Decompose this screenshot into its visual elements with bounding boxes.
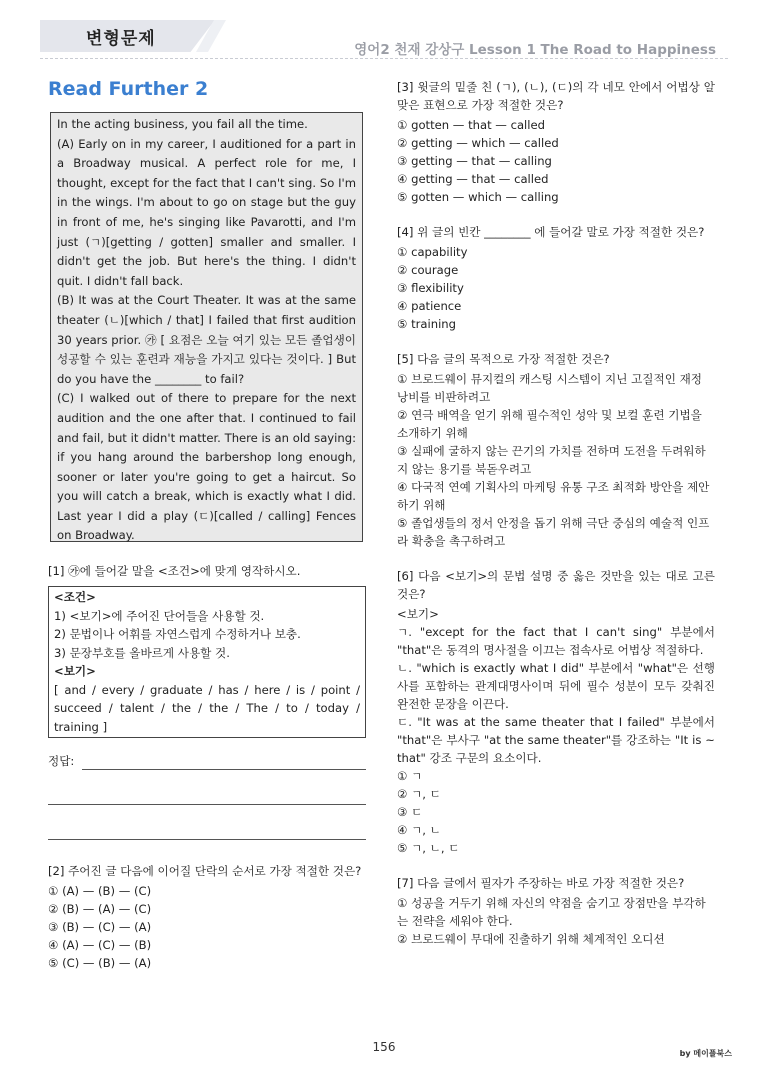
condition-item: 1) <보기>에 주어진 단어들을 사용할 것. [54, 608, 265, 623]
question-6-prompt: [6] 다음 <보기>의 문법 설명 중 옳은 것만을 있는 대로 고른 것은? [397, 569, 715, 601]
option-item[interactable]: ③ 실패에 굴하지 않는 끈기의 가치를 전하며 도전을 두려워하지 않는 용기를 북돋우려고 [397, 444, 706, 476]
passage-paragraph-b: (B) It was at the Court Theater. It was at the same theater (ㄴ)[which / that] I failed that first audition 30 years prior. ㉮ [ 요점은 오늘 여기 있는 모든 졸업생이 성공할 수 있는 훈련과 재능을 가지고 있다는 것이다. ] But do you have the ________ to fail? [57, 293, 356, 386]
passage-paragraph-a: (A) Early on in my career, I auditioned for a part in a Broadway musical. A perfect role for me, I thought, except for the fact that I can't sing. So I'm in the wings. I'm about to go on stage but the guy in front of me, he's singing like Pavarotti, and I'm just (ㄱ)[getting / gotten] smaller and smaller. I didn't get the job. But here's the thing. I didn't quit. I didn't fall back. [57, 136, 356, 288]
option-item[interactable]: ③ (B) — (C) — (A) [48, 920, 152, 934]
option-item[interactable]: ① gotten — that — called [397, 118, 545, 132]
option-item[interactable]: ④ (A) — (C) — (B) [48, 938, 152, 952]
option-item[interactable]: ④ ㄱ, ㄴ [397, 823, 441, 837]
left-column [48, 562, 366, 972]
bogi-item: ㄱ. "except for the fact that I can't sing" 부분에서 "that"은 동격의 명사절을 이끄는 접속사로 어법상 적절하다. [397, 625, 715, 657]
page-number: 156 [372, 1040, 396, 1054]
option-item[interactable]: ② 브로드웨이 무대에 진출하기 위해 체계적인 오디션 [397, 932, 665, 946]
passage-intro: In the acting business, you fail all the time. [57, 117, 308, 131]
option-item[interactable]: ① 성공을 거두기 위해 자신의 약점을 숨기고 장점만을 부각하는 전략을 세워야 한다. [397, 896, 706, 928]
question-3-prompt: [3] 윗글의 밑줄 친 (ㄱ), (ㄴ), (ㄷ)의 각 네모 안에서 어법상 알맞은 표현으로 가장 적절한 것은? [397, 80, 715, 112]
question-7-prompt: [7] 다음 글에서 필자가 주장하는 바로 가장 적절한 것은? [397, 876, 685, 890]
question-4 [397, 223, 715, 333]
question-1-prompt: [1] ㉮에 들어갈 말을 <조건>에 맞게 영작하시오. [48, 564, 301, 578]
option-item[interactable]: ② (B) — (A) — (C) [48, 902, 152, 916]
option-item[interactable]: ② courage [397, 263, 459, 277]
option-item[interactable]: ③ getting — that — calling [397, 154, 552, 168]
conditions-title: <조건> [54, 590, 96, 604]
bogi-item: ㄷ. "It was at the same theater that I failed" 부분에서 "that"은 부사구 "at the same theater"를 강조하는 "It is ~ that" 강조 구문의 요소이다. [397, 715, 715, 765]
option-item[interactable]: ⑤ gotten — which — calling [397, 190, 559, 204]
option-item[interactable]: ② getting — which — called [397, 136, 559, 150]
bogi-words: [ and / every / graduate / has / here / is / point / succeed / talent / the / the / The / to / today / training ] [54, 682, 360, 734]
option-item[interactable]: ① 브로드웨이 뮤지컬의 캐스팅 시스템이 지닌 고질적인 재정 낭비를 비판하려고 [397, 372, 702, 404]
question-7 [397, 874, 715, 948]
question-1 [48, 562, 366, 840]
option-item[interactable]: ② 연극 배역을 얻기 위해 필수적인 성악 및 보컬 훈련 기법을 소개하기 위해 [397, 408, 702, 440]
option-item[interactable]: ① ㄱ [397, 769, 423, 783]
reading-passage [50, 112, 363, 542]
header-divider [40, 58, 728, 59]
option-item[interactable]: ③ ㄷ [397, 805, 423, 819]
option-item[interactable]: ① capability [397, 245, 468, 259]
option-item[interactable]: ④ 다국적 연예 기획사의 마케팅 유통 구조 최적화 방안을 제안하기 위해 [397, 480, 710, 512]
option-item[interactable]: ① (A) — (B) — (C) [48, 884, 152, 898]
answer-label: 정답: [48, 754, 75, 768]
condition-item: 2) 문법이나 어휘를 자연스럽게 수정하거나 보충. [54, 627, 301, 641]
option-item[interactable]: ③ flexibility [397, 281, 464, 295]
answer-line[interactable] [48, 821, 366, 840]
right-column [397, 78, 715, 948]
option-item[interactable]: ⑤ (C) — (B) — (A) [48, 956, 152, 970]
condition-item: 3) 문장부호를 올바르게 사용할 것. [54, 645, 230, 660]
answer-line[interactable] [48, 786, 366, 805]
question-6 [397, 567, 715, 857]
passage-paragraph-c: (C) I walked out of there to prepare for the next audition and the one after that. I continued to fail and fail, but it didn't matter. There is an old saying: if you hang around the barbershop long enough, sooner or later you're going to get a haircut. So you will catch a break, which is exactly what I did. Last year I did a play (ㄷ)[called / calling] Fences on Broadway. [57, 391, 356, 543]
header-title: 영어2 천재 강상구 Lesson 1 The Road to Happiness [354, 42, 716, 58]
answer-line[interactable] [82, 755, 366, 770]
question-2-prompt: [2] 주어진 글 다음에 이어질 단락의 순서로 가장 적절한 것은? [48, 864, 362, 878]
question-2 [48, 862, 366, 972]
question-5-prompt: [5] 다음 글의 목적으로 가장 적절한 것은? [397, 352, 610, 366]
option-item[interactable]: ④ getting — that — called [397, 172, 549, 186]
option-item[interactable]: ⑤ 졸업생들의 정서 안정을 돕기 위해 극단 중심의 예술적 인프라 확충을 촉구하려고 [397, 516, 710, 548]
question-3 [397, 78, 715, 206]
header-label: 변형문제 [86, 29, 156, 49]
option-item[interactable]: ⑤ ㄱ, ㄴ, ㄷ [397, 841, 460, 855]
question-5 [397, 350, 715, 550]
option-item[interactable]: ② ㄱ, ㄷ [397, 787, 441, 801]
bogi-label: <보기> [397, 607, 439, 621]
option-item[interactable]: ⑤ training [397, 317, 456, 331]
option-item[interactable]: ④ patience [397, 299, 462, 313]
question-4-prompt: [4] 위 글의 빈칸 ________ 에 들어갈 말로 가장 적절한 것은? [397, 225, 705, 239]
bogi-title: <보기> [54, 664, 96, 678]
section-title: Read Further 2 [48, 78, 209, 100]
bogi-item: ㄴ. "which is exactly what I did" 부분에서 "what"은 선행사를 포함하는 관계대명사이며 뒤에 필수 성분이 모두 갖춰진 완전한 문장을 이끈다. [397, 661, 715, 711]
publisher-credit: by 메이플북스 [679, 1049, 732, 1058]
conditions-box [48, 586, 366, 738]
answer-row [48, 752, 366, 770]
